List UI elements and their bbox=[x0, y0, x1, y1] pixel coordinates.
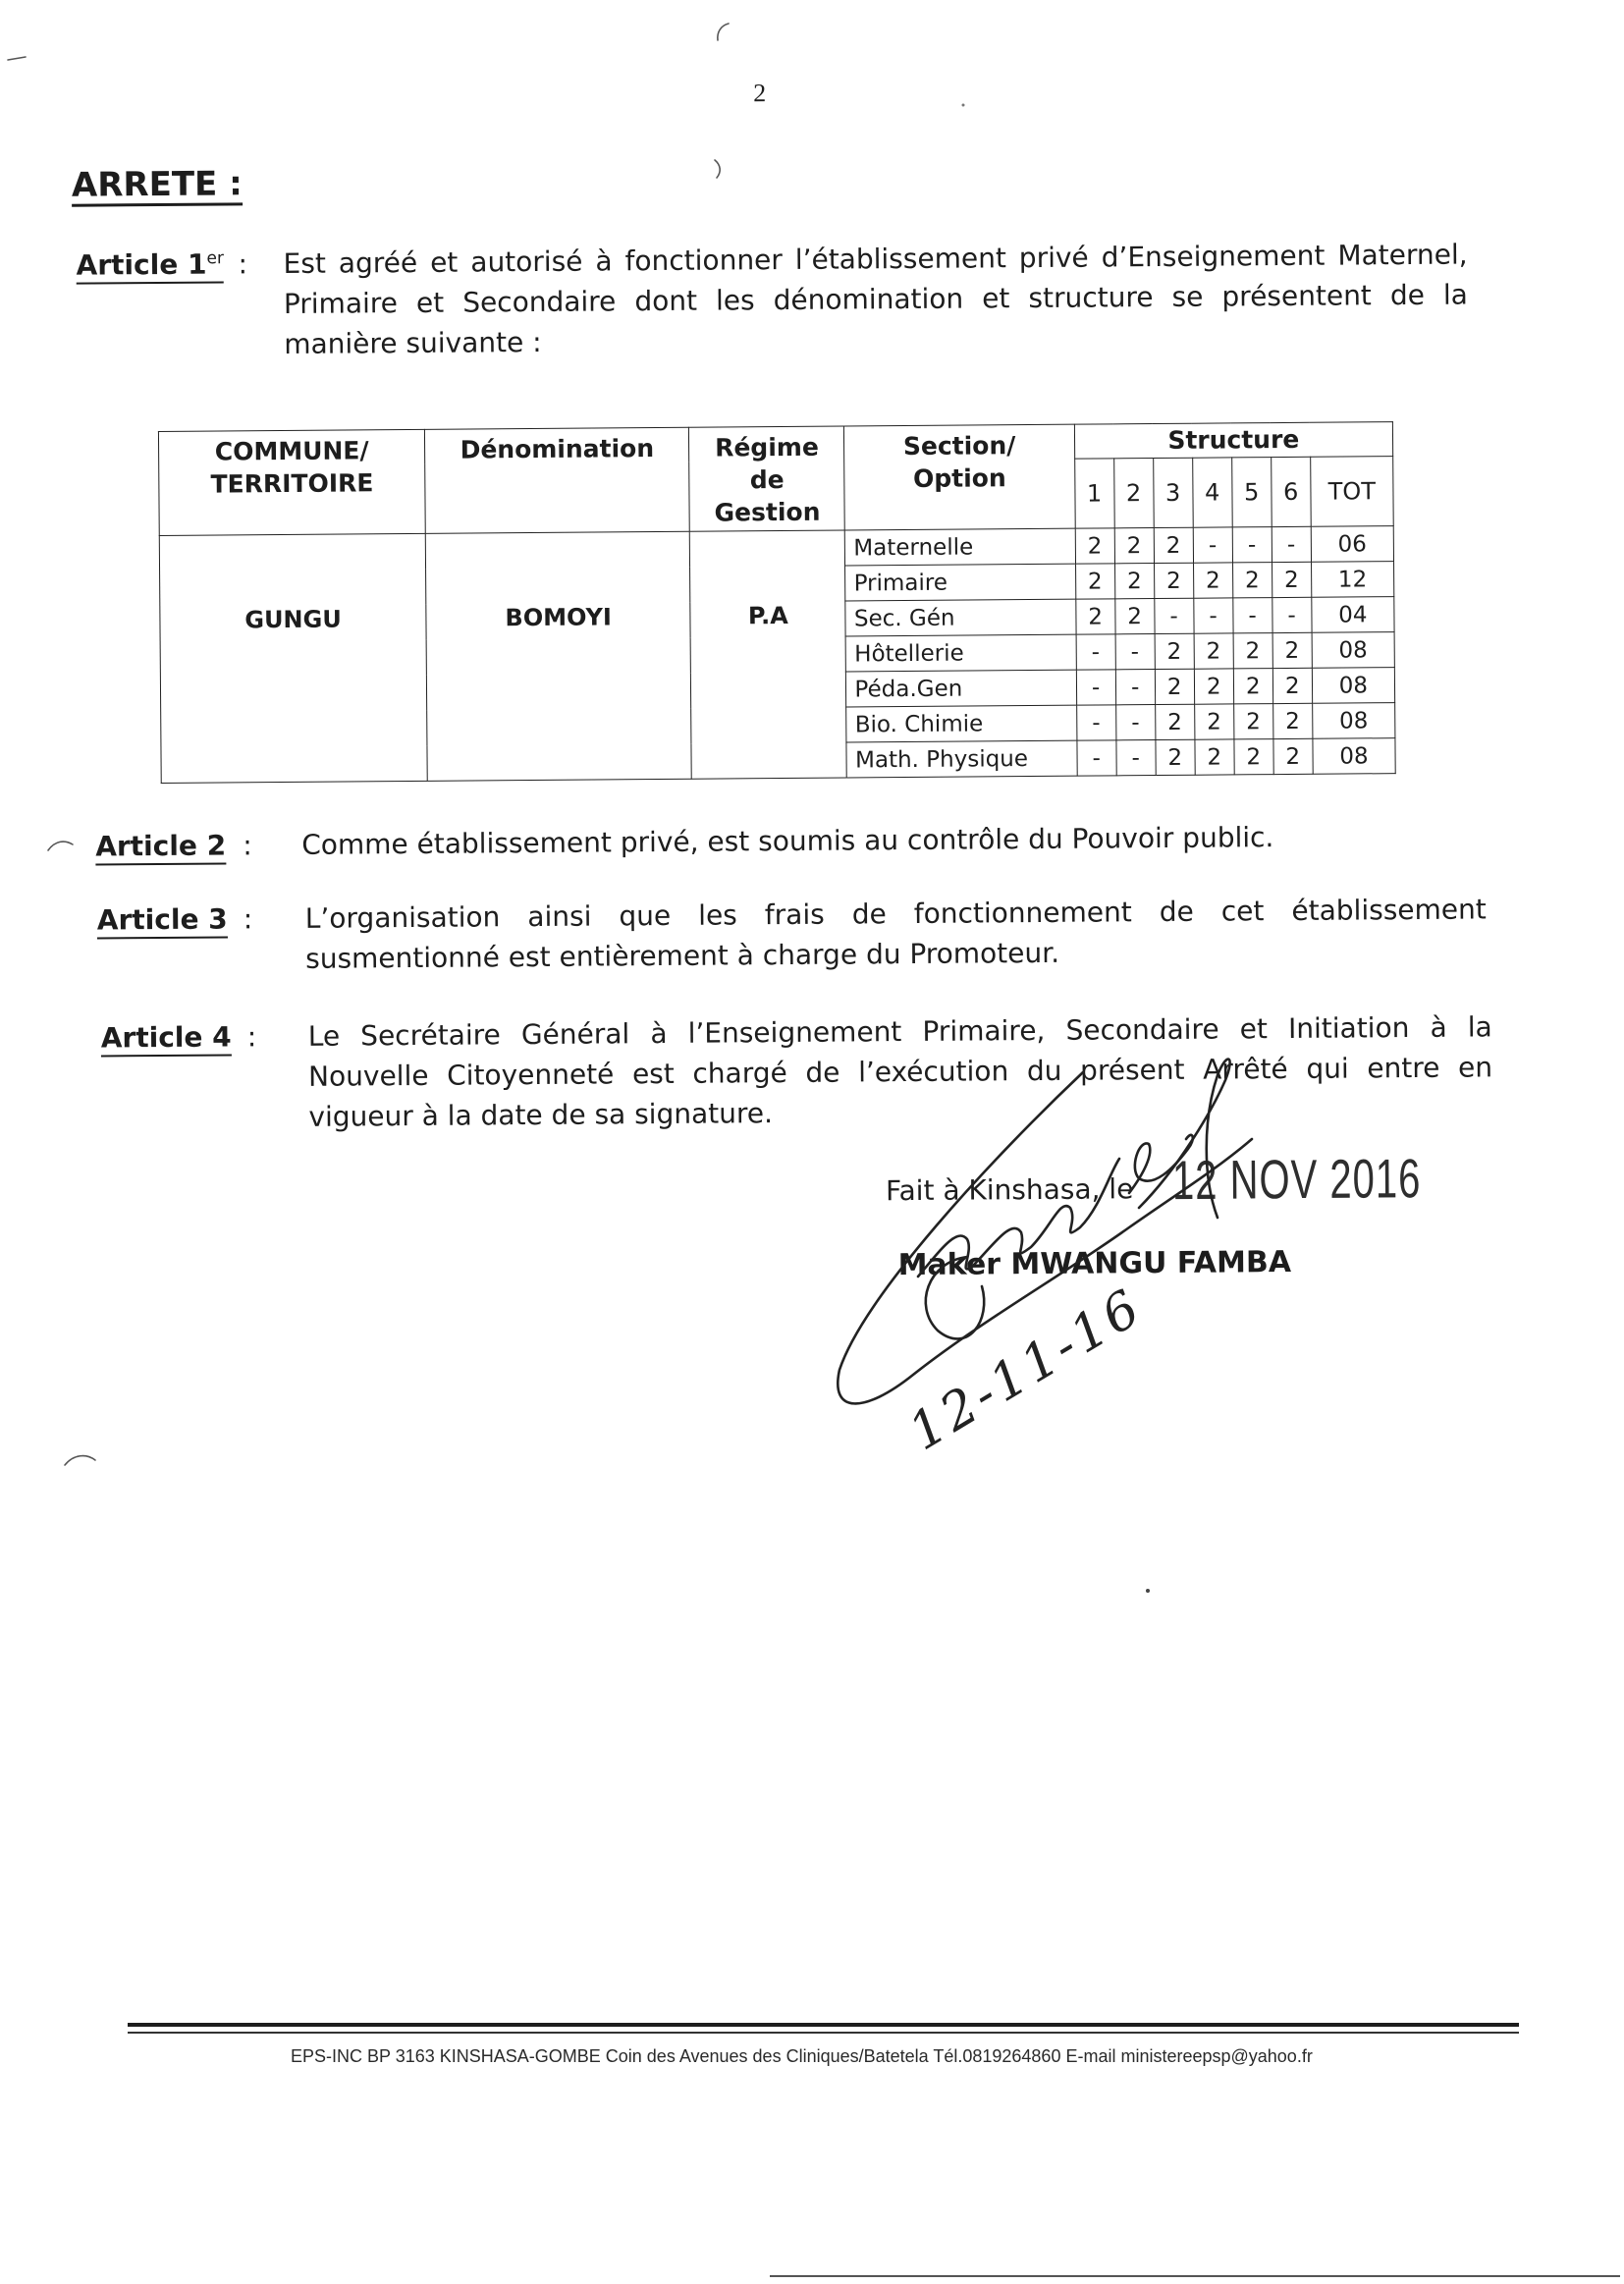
level-5-cell: 2 bbox=[1233, 669, 1272, 704]
scan-edge-line bbox=[770, 2275, 1620, 2277]
structure-total-header: TOT bbox=[1310, 457, 1393, 527]
article-4-text: Le Secrétaire Général à l’Enseignement Primaire, Secondaire et Initiation à la Nouvelle Citoyenneté est chargé de l’exécution du présent Arrêté qui entre en vigueur à la date de sa signature. bbox=[307, 1010, 1493, 1133]
regime-cell: P.A bbox=[690, 530, 847, 779]
level-5-cell: 2 bbox=[1233, 633, 1272, 669]
structure-col-5-header: 5 bbox=[1231, 458, 1272, 527]
level-5-cell: - bbox=[1233, 598, 1272, 633]
commune-cell: GUNGU bbox=[159, 533, 427, 783]
article-3-label: Article 3 bbox=[97, 898, 228, 939]
structure-header: Structure bbox=[1074, 422, 1393, 460]
denomination-header bbox=[425, 427, 690, 533]
level-2-cell: - bbox=[1116, 740, 1156, 776]
total-cell: 08 bbox=[1313, 738, 1396, 775]
table-body bbox=[159, 526, 1395, 784]
total-cell: 08 bbox=[1312, 668, 1395, 704]
level-4-cell: 2 bbox=[1195, 739, 1234, 775]
section-cell: Math. Physique bbox=[846, 740, 1076, 778]
level-1-cell: 2 bbox=[1075, 564, 1114, 599]
denomination-cell: BOMOYI bbox=[425, 531, 691, 781]
signatory-name: Maker MWANGU FAMBA bbox=[897, 1244, 1292, 1283]
section-cell: Péda.Gen bbox=[846, 670, 1076, 707]
level-4-cell: - bbox=[1193, 598, 1232, 633]
level-6-cell: 2 bbox=[1272, 668, 1312, 703]
level-1-cell: - bbox=[1076, 705, 1115, 740]
article-4 bbox=[3, 1006, 1624, 1133]
table-head bbox=[158, 422, 1393, 536]
level-1-cell: - bbox=[1076, 634, 1115, 670]
regime-header-line: Régime bbox=[715, 432, 819, 462]
section-cell: Maternelle bbox=[845, 528, 1075, 566]
level-4-cell: - bbox=[1193, 527, 1232, 563]
level-6-cell: 2 bbox=[1273, 738, 1313, 774]
article-3-colon: : bbox=[243, 902, 253, 936]
scan-mark bbox=[1146, 1589, 1150, 1593]
level-1-cell: - bbox=[1077, 740, 1116, 776]
article-1-text: Est agréé et autorisé à fonctionner l’établissement privé d’Enseignement Maternel, Primaire et Secondaire dont les dénomination et structure se présentent de la manière suivante : bbox=[283, 238, 1469, 361]
total-cell: 08 bbox=[1312, 632, 1395, 669]
section-header bbox=[844, 424, 1075, 530]
footer-rule-thick bbox=[128, 2023, 1519, 2027]
footer-rule-thin bbox=[128, 2032, 1519, 2034]
level-1-cell: - bbox=[1076, 670, 1115, 705]
section-cell: Primaire bbox=[845, 564, 1075, 601]
total-cell: 08 bbox=[1312, 703, 1395, 739]
level-3-cell: 2 bbox=[1155, 704, 1194, 739]
level-1-cell: 2 bbox=[1075, 599, 1114, 634]
closing-place: Fait à Kinshasa, le bbox=[885, 1172, 1134, 1208]
commune-header-line: TERRITOIRE bbox=[210, 468, 374, 499]
date-stamp: 12 NOV 2016 bbox=[1171, 1149, 1422, 1212]
level-6-cell: 2 bbox=[1272, 632, 1312, 668]
article-1-label bbox=[76, 244, 224, 284]
total-cell: 12 bbox=[1311, 562, 1394, 598]
level-3-cell: 2 bbox=[1156, 739, 1195, 775]
article-4-colon: : bbox=[246, 1020, 257, 1054]
level-3-cell: 2 bbox=[1154, 563, 1193, 598]
level-5-cell: 2 bbox=[1233, 704, 1272, 739]
level-2-cell: - bbox=[1115, 705, 1155, 740]
structure-col-1-header: 1 bbox=[1074, 459, 1114, 528]
article-2-text: Comme établissement privé, est soumis au contrôle du Pouvoir public. bbox=[301, 821, 1274, 861]
commune-header-line: COMMUNE/ bbox=[214, 436, 369, 466]
level-3-cell: - bbox=[1154, 598, 1193, 633]
regime-header-line: Gestion bbox=[714, 497, 821, 527]
article-2-label: Article 2 bbox=[95, 825, 226, 865]
article-1-label-suffix: er bbox=[206, 248, 224, 269]
level-2-cell: 2 bbox=[1114, 564, 1154, 599]
total-cell: 06 bbox=[1311, 526, 1394, 563]
commune-header bbox=[158, 429, 425, 535]
level-1-cell: 2 bbox=[1075, 528, 1114, 564]
level-6-cell: - bbox=[1272, 597, 1312, 632]
structure-col-4-header: 4 bbox=[1192, 458, 1232, 527]
regime-header bbox=[689, 426, 845, 531]
section-header-line: Section/ bbox=[902, 431, 1016, 462]
level-5-cell: 2 bbox=[1232, 563, 1272, 598]
regime-header-line: de bbox=[749, 465, 785, 495]
section-cell: Bio. Chimie bbox=[846, 705, 1076, 742]
school-structure-table bbox=[158, 421, 1396, 784]
level-3-cell: 2 bbox=[1155, 669, 1194, 704]
section-cell: Sec. Gén bbox=[845, 599, 1075, 636]
level-6-cell: - bbox=[1272, 526, 1311, 562]
level-2-cell: - bbox=[1115, 670, 1155, 705]
level-6-cell: 2 bbox=[1272, 703, 1312, 738]
level-4-cell: 2 bbox=[1193, 563, 1232, 598]
level-2-cell: - bbox=[1115, 634, 1155, 670]
level-2-cell: 2 bbox=[1114, 599, 1154, 634]
level-6-cell: 2 bbox=[1272, 562, 1311, 597]
article-1-label-text: Article 1 bbox=[76, 247, 207, 282]
denomination-header-line: Dénomination bbox=[460, 434, 655, 464]
section-header-line: Option bbox=[912, 463, 1006, 493]
article-3 bbox=[2, 888, 1624, 975]
handwritten-date: 12-11-16 bbox=[898, 1277, 1154, 1463]
article-1 bbox=[0, 233, 1620, 361]
total-cell: 04 bbox=[1312, 597, 1395, 633]
level-4-cell: 2 bbox=[1194, 704, 1233, 739]
article-2 bbox=[1, 814, 1624, 863]
level-5-cell: - bbox=[1232, 527, 1272, 563]
level-3-cell: 2 bbox=[1155, 633, 1194, 669]
section-cell: Hôtellerie bbox=[846, 634, 1076, 672]
article-2-colon: : bbox=[243, 829, 252, 862]
level-5-cell: 2 bbox=[1234, 739, 1273, 775]
level-3-cell: 2 bbox=[1154, 527, 1193, 563]
level-2-cell: 2 bbox=[1114, 528, 1154, 564]
article-4-label: Article 4 bbox=[101, 1016, 232, 1057]
structure-col-3-header: 3 bbox=[1153, 458, 1193, 527]
article-3-text: L’organisation ainsi que les frais de fonctionnement de cet établissement susmentionné est entièrement à charge du Promoteur. bbox=[304, 893, 1487, 975]
level-4-cell: 2 bbox=[1194, 633, 1233, 669]
level-4-cell: 2 bbox=[1194, 669, 1233, 704]
footer-address: EPS-INC BP 3163 KINSHASA-GOMBE Coin des Avenues des Cliniques/Batetela Tél.0819264860 E-mail ministereepsp@yahoo.fr bbox=[291, 2046, 1313, 2066]
article-1-colon: : bbox=[238, 247, 248, 281]
structure-col-2-header: 2 bbox=[1113, 459, 1154, 528]
decree-heading: ARRETE : bbox=[71, 164, 243, 205]
structure-col-6-header: 6 bbox=[1271, 457, 1311, 526]
page-number: 2 bbox=[753, 79, 767, 108]
